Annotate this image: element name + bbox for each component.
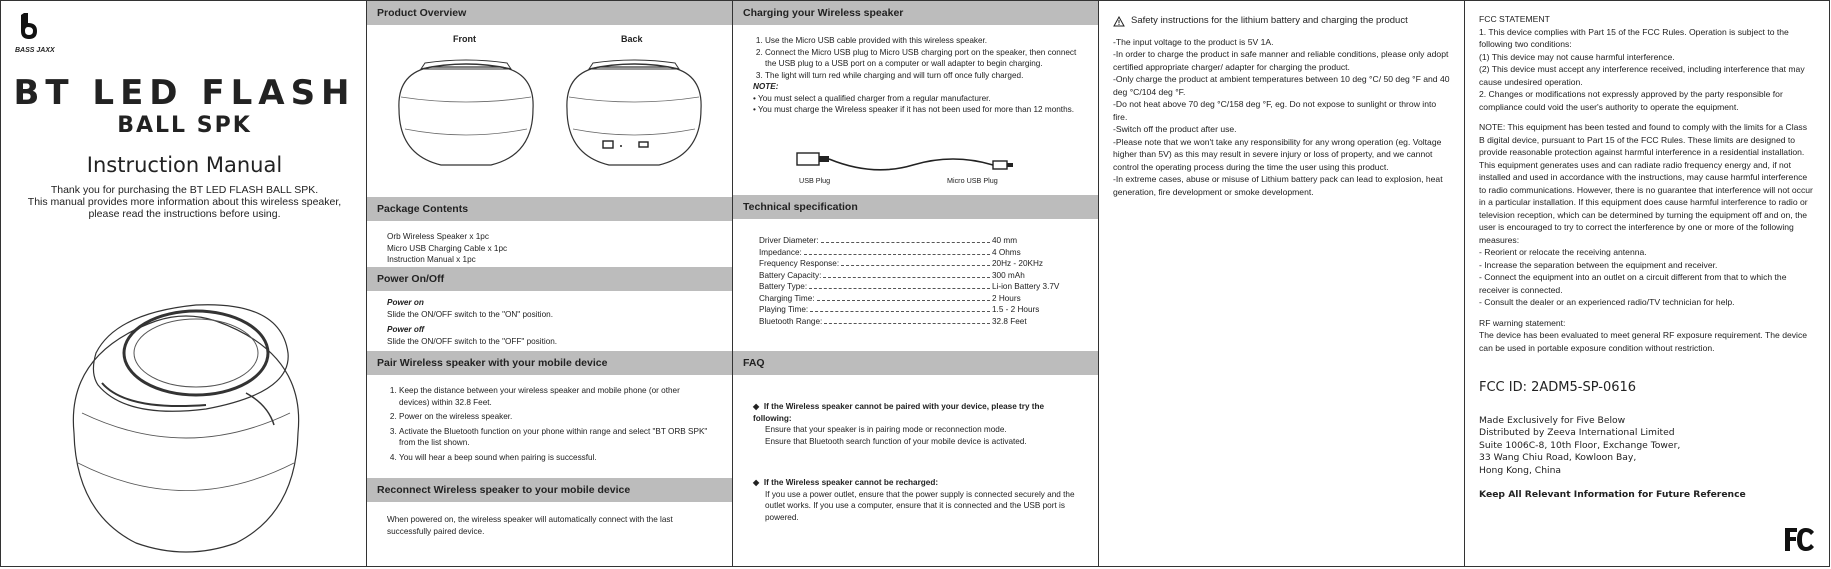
distributor-info (1479, 415, 1815, 478)
distributor-line: 33 Wang Chiu Road, Kowloon Bay, (1479, 452, 1637, 463)
panel-two (366, 0, 733, 567)
reconnect-text: When powered on, the wireless speaker will automatically connect with the last successfully paired device. (387, 515, 673, 536)
faq-answer: Ensure that your speaker is in pairing mode or reconnection mode. (765, 425, 1007, 434)
spec-value: 4 Ohms (992, 247, 1021, 257)
spec-row (759, 281, 1072, 293)
faq-question: ◆ If the Wireless speaker cannot be recharged: (753, 478, 939, 487)
spec-value: 20Hz - 20KHz (992, 259, 1043, 268)
distributor-line: Hong Kong, China (1479, 464, 1562, 476)
back-label: Back (621, 34, 643, 44)
faq-question: ◆ If the Wireless speaker cannot be paired with your device, please try the following: (753, 402, 1045, 423)
thanks-line: This manual provides more information about this wireless speaker, (27, 196, 342, 208)
power-on-desc: Slide the ON/OFF switch to the "ON" position. (387, 309, 553, 319)
brand-logo (15, 11, 55, 54)
section-header: Charging your Wireless speaker (733, 1, 1098, 25)
spec-key: Battery Type: (759, 282, 808, 291)
front-label: Front (453, 34, 476, 44)
pair-step: 4. You will hear a beep sound when pairing is successful. (399, 452, 712, 464)
cover-panel (0, 0, 367, 567)
section-header: Technical specification (733, 195, 1098, 219)
pair-step: 1. Keep the distance between your wireless speaker and mobile phone (or other devices) within 32.8 Feet. (399, 385, 712, 408)
spec-dots (821, 241, 990, 243)
spec-key: Frequency Response: (759, 259, 840, 268)
power-section (367, 267, 732, 355)
spec-value: Li-ion Battery 3.7V (992, 282, 1060, 291)
spec-table (733, 219, 1098, 327)
charging-step: 2. Connect the Micro USB plug to Micro USB charging port on the speaker, then connect the USB plug to a USB port on a computer or wall adapter to begin charging. (765, 47, 1078, 70)
safety-title (1113, 15, 1450, 28)
section-header: Reconnect Wireless speaker to your mobile device (367, 478, 732, 502)
brand-name: BASS JAXX (15, 47, 55, 54)
spec-value: 32.8 Feet (992, 316, 1027, 326)
spec-row (759, 247, 1072, 259)
speaker-front-icon (391, 59, 541, 171)
spec-key: Battery Capacity: (759, 270, 822, 280)
fcc-id: FCC ID: 2ADM5-SP-0616 (1479, 380, 1637, 395)
fcc-paragraph: 1. This device complies with Part 15 of the FCC Rules. Operation is subject to the following two conditions: (1479, 26, 1789, 49)
panel-three (732, 0, 1099, 567)
safety-item: -Only charge the product at ambient temperatures between 10 deg °C/ 50 deg °F and 40 deg °C/104 deg °F. (1113, 74, 1450, 97)
spec-key: Impedance: (759, 247, 802, 257)
note-title: NOTE: (753, 82, 779, 91)
section-header: Power On/Off (367, 267, 732, 291)
spec-row (759, 235, 1072, 247)
spec-dots (804, 253, 990, 255)
power-off-title: Power off (387, 325, 425, 334)
package-contents-section (367, 197, 732, 274)
note-item: • You must charge the Wireless speaker if it has not been used for more than 12 months. (753, 105, 1074, 114)
micro-usb-plug-label: Micro USB Plug (947, 176, 998, 185)
distributor-line: Suite 1006C-8, 10th Floor, Exchange Tower, (1479, 439, 1681, 451)
product-title-line1: BT LED FLASH (13, 73, 356, 113)
keep-info: Keep All Relevant Information for Future Reference (1479, 489, 1746, 500)
distributor-line: Distributed by Zeeva International Limited (1479, 427, 1675, 438)
package-item: Instruction Manual x 1pc (387, 255, 476, 264)
safety-item: -In extreme cases, abuse or misuse of Lithium battery pack can lead to explosion, heat generation, fire development or smoke development. (1113, 174, 1443, 197)
pair-section (367, 351, 732, 471)
spec-dots (817, 299, 990, 301)
safety-item: -The input voltage to the product is 5V 1A. (1113, 36, 1274, 47)
fcc-measure: - Connect the equipment into an outlet on a circuit different from that to which the receiver is connected. (1479, 272, 1787, 295)
fcc-panel (1464, 0, 1830, 567)
section-header: Pair Wireless speaker with your mobile device (367, 351, 732, 375)
spec-dots (823, 276, 990, 278)
rf-text: The device has been evaluated to meet general RF exposure requirement. The device can be used in portable exposure condition without restriction. (1479, 330, 1808, 353)
fcc-note: NOTE: This equipment has been tested and found to comply with the limits for a Class B digital device, pursuant to Part 15 of the FCC Rules. These limits are designed to provide reasonable protection against harmful interference in a residential installation. This equipment generates uses and can radiate radio frequency energy and, if not installed and used in accordance with the instructions, may cause harmful interference to radio communications. However, there is no guarantee that interference will not occur in a particular installation. If this equipment does cause harmful interference to radio or television reception, which can be determined by turning the equipment off and on, the user is encouraged to try to correct the interference by one or more of the following measures: (1479, 122, 1813, 245)
fcc-paragraph: (1) This device may not cause harmful interference. (1479, 51, 1675, 62)
charging-step: 1. Use the Micro USB cable provided with this wireless speaker. (765, 35, 1078, 47)
note-item: • You must select a qualified charger from a regular manufacturer. (753, 93, 991, 103)
thanks-text (11, 184, 358, 220)
thanks-line: Thank you for purchasing the BT LED FLASH BALL SPK. (50, 184, 319, 196)
fcc-paragraph: (2) This device must accept any interference received, including interference that may cause undesired operation. (1479, 64, 1805, 87)
spec-dots (809, 287, 990, 289)
faq-answer: If you use a power outlet, ensure that the power supply is connected securely and the outlet works. If you use a computer, ensure that it is connected and the USB port is powered. (765, 489, 1075, 522)
fcc-paragraph: 2. Changes or modifications not expressly approved by the party responsible for compliance could void the user's authority to operate the equipment. (1479, 89, 1783, 112)
speaker-back-icon (559, 59, 709, 171)
safety-item: -Switch off the product after use. (1113, 124, 1237, 134)
spec-dots (824, 322, 990, 324)
safety-item: -Please note that we won't take any responsibility for any wrong operation (eg. Voltage higher than 5V) as this may result in severe injury or loss of property, and we cannot control the operating process during the time the user using this product. (1113, 136, 1442, 172)
power-off-desc: Slide the ON/OFF switch to the "OFF" position. (387, 336, 558, 346)
spec-dots (841, 264, 990, 266)
fcc-measure: - Reorient or relocate the receiving antenna. (1479, 247, 1647, 257)
charging-step: 3. The light will turn red while charging and will turn off once fully charged. (765, 70, 1078, 82)
safety-panel (1098, 0, 1465, 567)
speaker-illustration (56, 293, 316, 561)
section-header: FAQ (733, 351, 1098, 375)
faq-answer: Ensure that Bluetooth search function of your mobile device is activated. (765, 436, 1027, 446)
section-header: Package Contents (367, 197, 732, 221)
section-header: Product Overview (367, 1, 732, 25)
reconnect-section (367, 478, 732, 545)
rf-title: RF warning statement: (1479, 317, 1566, 328)
fcc-measure: - Consult the dealer or an experienced radio/TV technician for help. (1479, 297, 1735, 307)
faq-section (733, 351, 1098, 523)
pair-step: 2. Power on the wireless speaker. (399, 411, 712, 423)
fcc-measure: - Increase the separation between the equipment and receiver. (1479, 259, 1718, 270)
spec-row (759, 304, 1072, 316)
power-on-title: Power on (387, 298, 424, 307)
manual-subtitle: Instruction Manual (86, 153, 283, 177)
bass-jaxx-logo-icon (15, 11, 43, 41)
spec-row (759, 270, 1072, 282)
pair-step: 3. Activate the Bluetooth function on your phone within range and select "BT ORB SPK" from the list shown. (399, 426, 712, 449)
package-item: Micro USB Charging Cable x 1pc (387, 243, 508, 253)
product-overview-section (367, 1, 732, 197)
safety-item: -Do not heat above 70 deg °C/158 deg °F, eg. Do not expose to sunlight or throw into fire. (1113, 99, 1437, 122)
spec-key: Charging Time: (759, 293, 815, 303)
spec-key: Bluetooth Range: (759, 316, 823, 326)
spec-section (733, 195, 1098, 327)
spec-key: Playing Time: (759, 305, 809, 314)
safety-list (1113, 36, 1450, 199)
spec-row (759, 258, 1072, 270)
fcc-logo-icon (1781, 524, 1819, 554)
spec-value: 1.5 - 2 Hours (992, 305, 1040, 314)
safety-title-text: Safety instructions for the lithium battery and charging the product (1131, 15, 1408, 26)
spec-value: 2 Hours (992, 293, 1021, 303)
distributor-line: Made Exclusively for Five Below (1479, 414, 1626, 426)
spec-value: 300 mAh (992, 270, 1025, 280)
spec-dots (810, 310, 990, 312)
safety-item: -In order to charge the product in safe manner and reliable conditions, please only adopt certified appropriate charger/ adapter for charging the product. (1113, 49, 1449, 72)
product-title-line2: BALL SPK (117, 113, 252, 138)
fcc-title: FCC STATEMENT (1479, 14, 1550, 24)
thanks-line: please read the instructions before using. (88, 208, 281, 220)
warning-icon (1113, 16, 1125, 27)
usb-plug-label: USB Plug (799, 176, 831, 185)
spec-row (759, 293, 1072, 305)
spec-value: 40 mm (992, 236, 1018, 245)
spec-row (759, 316, 1072, 328)
charging-section (733, 1, 1098, 185)
spec-key: Driver Diameter: (759, 236, 819, 245)
package-item: Orb Wireless Speaker x 1pc (387, 232, 489, 241)
